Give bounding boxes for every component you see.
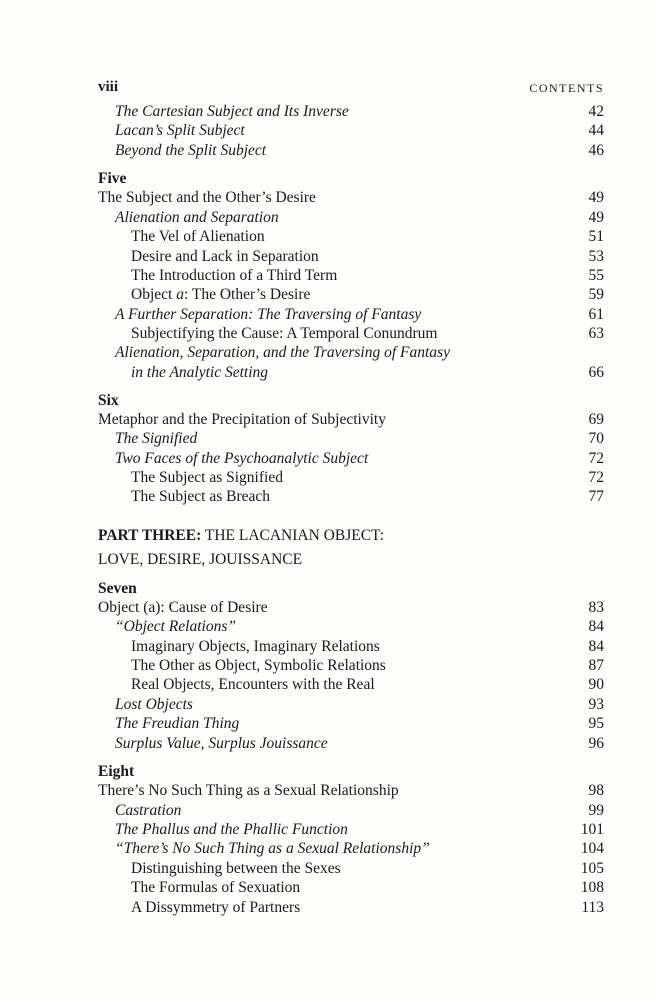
toc-entry[interactable]: [0, 449, 656, 469]
toc-entry-title: in the Analytic Setting: [131, 364, 269, 381]
toc-entry-title: The Subject and the Other’s Desire: [98, 189, 316, 206]
toc-entry-page: 61: [588, 306, 604, 323]
toc-entry[interactable]: [0, 208, 656, 228]
toc-entry-title: Castration: [115, 802, 182, 819]
toc-entry-title: Distinguishing between the Sexes: [131, 860, 341, 877]
toc-entry-page: 44: [588, 122, 604, 139]
toc-entry[interactable]: [0, 617, 656, 637]
toc-entry[interactable]: [0, 487, 656, 507]
toc-entry-title: Metaphor and the Precipitation of Subjectivity: [98, 411, 386, 428]
toc-entry-page: 101: [580, 821, 604, 838]
toc-entry-title: Two Faces of the Psychoanalytic Subject: [115, 450, 369, 467]
toc-entry-title: Object a: The Other’s Desire: [131, 286, 311, 303]
toc-entry[interactable]: [0, 734, 656, 754]
toc-entry-page: 51: [588, 228, 604, 245]
toc-entry-page: 99: [588, 802, 604, 819]
toc-entry-page: 87: [588, 657, 604, 674]
toc-entry-page: 98: [588, 782, 604, 799]
toc-entry-title: Imaginary Objects, Imaginary Relations: [131, 638, 380, 655]
toc-entry-page: 69: [588, 411, 604, 428]
toc-entry[interactable]: [0, 266, 656, 286]
chapter-heading: Seven: [98, 580, 137, 597]
toc-entry[interactable]: [0, 878, 656, 898]
toc-entry[interactable]: [0, 820, 656, 840]
toc-entry[interactable]: [0, 637, 656, 657]
toc-entry-title: Subjectifying the Cause: A Temporal Conundrum: [131, 325, 438, 342]
toc-entry[interactable]: [0, 247, 656, 267]
toc-entry-title: There’s No Such Thing as a Sexual Relationship: [98, 782, 399, 799]
toc-entry-title: A Further Separation: The Traversing of Fantasy: [115, 306, 422, 323]
toc-entry-page: 70: [588, 430, 604, 447]
toc-entry[interactable]: [0, 324, 656, 344]
part-label: PART THREE:: [98, 527, 202, 544]
toc-entry-title: The Cartesian Subject and Its Inverse: [115, 103, 349, 120]
running-head: CONTENTS: [529, 81, 604, 95]
chapter-heading: Eight: [98, 763, 135, 780]
toc-entry-page: 95: [588, 715, 604, 732]
toc-entry-title: Alienation and Separation: [115, 209, 279, 226]
toc-entry-page: 77: [588, 488, 604, 505]
toc-entry-title: “Object Relations”: [115, 618, 236, 635]
part-heading: [98, 526, 384, 546]
toc-entry-page: 72: [588, 450, 604, 467]
toc-entry-page: 49: [588, 209, 604, 226]
toc-entry-title: The Signified: [115, 430, 198, 447]
toc-entry-page: 104: [580, 840, 604, 857]
toc-entry-page: 90: [588, 676, 604, 693]
toc-entry[interactable]: [0, 285, 656, 305]
toc-entry-page: 84: [588, 618, 604, 635]
toc-entry-page: 113: [581, 899, 604, 916]
toc-entry-title: Desire and Lack in Separation: [131, 248, 319, 265]
toc-entry[interactable]: [0, 363, 656, 383]
toc-entry-title: Lost Objects: [115, 696, 193, 713]
toc-entry-title: Real Objects, Encounters with the Real: [131, 676, 375, 693]
part-heading: [98, 550, 302, 570]
toc-entry-page: 66: [588, 364, 604, 381]
toc-entry[interactable]: [0, 410, 656, 430]
toc-entry[interactable]: [0, 695, 656, 715]
toc-entry[interactable]: [0, 429, 656, 449]
toc-entry-title: The Freudian Thing: [115, 715, 240, 732]
toc-entry[interactable]: [0, 188, 656, 208]
toc-entry-page: 72: [588, 469, 604, 486]
toc-entry-page: 84: [588, 638, 604, 655]
toc-entry[interactable]: [0, 859, 656, 879]
toc-entry-page: 108: [580, 879, 604, 896]
toc-entry-title: The Subject as Breach: [131, 488, 271, 505]
toc-entry-title: The Formulas of Sexuation: [131, 879, 301, 896]
toc-entry-title: Alienation, Separation, and the Traversing of Fantasy: [115, 344, 450, 361]
toc-entry-page: 96: [588, 735, 604, 752]
toc-entry[interactable]: [0, 343, 656, 363]
toc-entry[interactable]: [0, 141, 656, 161]
chapter-heading: Six: [98, 392, 119, 409]
page-header: [98, 79, 604, 99]
toc-entry[interactable]: [0, 675, 656, 695]
toc-entry-title: Beyond the Split Subject: [115, 142, 267, 159]
toc-entry-title: Lacan’s Split Subject: [115, 122, 245, 139]
toc-entry-page: 46: [588, 142, 604, 159]
toc-entry-title: Surplus Value, Surplus Jouissance: [115, 735, 328, 752]
toc-entry-title: A Dissymmetry of Partners: [131, 899, 301, 916]
toc-entry-title: The Phallus and the Phallic Function: [115, 821, 348, 838]
toc-entry[interactable]: [0, 227, 656, 247]
toc-entry-title: The Subject as Signified: [131, 469, 283, 486]
toc-entry-title: The Introduction of a Third Term: [131, 267, 338, 284]
part-title: LOVE, DESIRE, JOUISSANCE: [98, 551, 303, 568]
toc-entry-page: 105: [580, 860, 604, 877]
toc-entry-page: 59: [588, 286, 604, 303]
toc-entry-page: 93: [588, 696, 604, 713]
toc-entry-page: 55: [588, 267, 604, 284]
page-number: viii: [98, 79, 119, 95]
toc-entry-title: The Vel of Alienation: [131, 228, 265, 245]
toc-entry[interactable]: [0, 102, 656, 122]
toc-entry-title: Object (a): Cause of Desire: [98, 599, 268, 616]
toc-entry[interactable]: [0, 714, 656, 734]
chapter-heading: Five: [98, 170, 127, 187]
toc-entry-title: The Other as Object, Symbolic Relations: [131, 657, 386, 674]
toc-entry[interactable]: [0, 468, 656, 488]
toc-entry-page: 42: [588, 103, 604, 120]
toc-entry-page: 83: [588, 599, 604, 616]
toc-entry-page: 53: [588, 248, 604, 265]
toc-entry[interactable]: [0, 598, 656, 618]
toc-entry-title: “There’s No Such Thing as a Sexual Relationship”: [115, 840, 430, 857]
toc-entry[interactable]: [0, 801, 656, 821]
toc-entry-page: 63: [588, 325, 604, 342]
toc-entry[interactable]: [0, 121, 656, 141]
toc-entry[interactable]: [0, 781, 656, 801]
toc-entry-page: 49: [588, 189, 604, 206]
toc-entry[interactable]: [0, 839, 656, 859]
part-title: THE LACANIAN OBJECT:: [201, 527, 385, 544]
toc-entry[interactable]: [0, 898, 656, 918]
toc-entry[interactable]: [0, 305, 656, 325]
toc-entry[interactable]: [0, 656, 656, 676]
